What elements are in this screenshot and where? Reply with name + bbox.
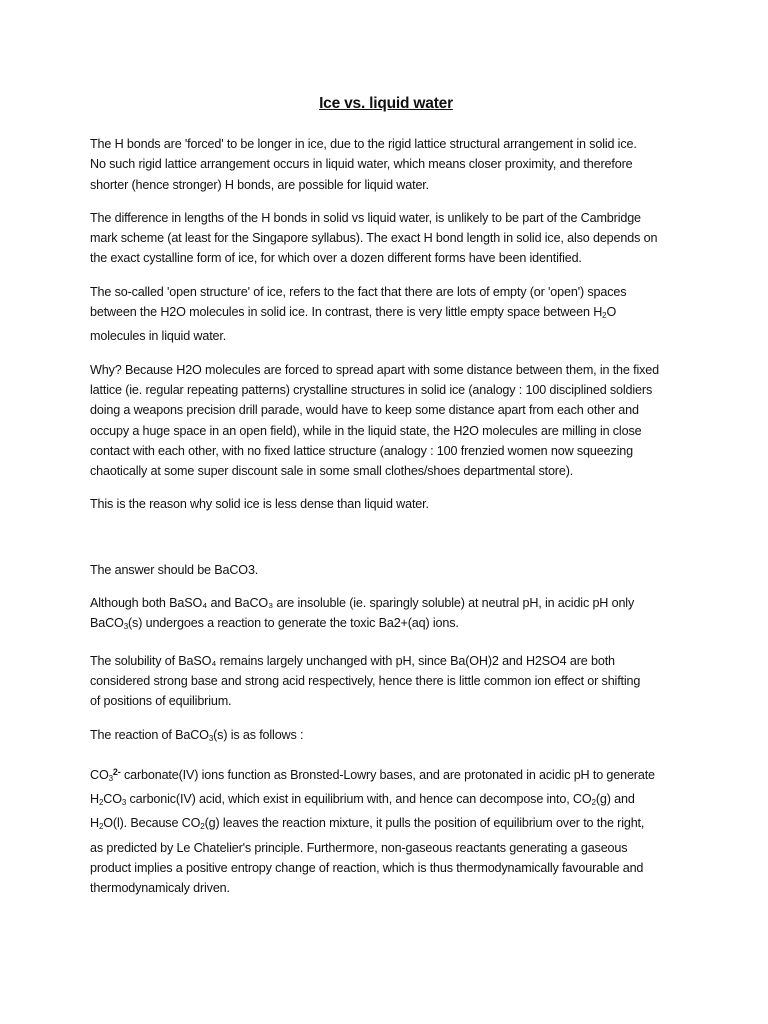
- document-body: [90, 94, 682, 912]
- text-line: contact with each other, with no fixed lattice structure (analogy : 100 frenzied women now squeezing: [90, 443, 633, 458]
- text-line: The H bonds are 'forced' to be longer in ice, due to the rigid lattice structural arrangement in solid ice.: [90, 137, 637, 151]
- text-line: chaotically at some super discount sale in some small clothes/shoes departmental store).: [90, 464, 574, 479]
- text-line: BaCO$_3$(s) undergoes a reaction to generate the toxic Ba2+(aq) ions.: [90, 616, 459, 632]
- text-line: The so-called 'open structure' of ice, refers to the fact that there are lots of empty (or 'open') spaces: [90, 284, 627, 299]
- text-line: occupy a huge space in an open field), while in the liquid state, the H2O molecules are milling in close: [90, 423, 642, 438]
- text-line: of positions of equilibrium.: [90, 694, 232, 709]
- text-line: $H_2O(l)$. Because $CO_2(g)$ leaves the reaction mixture, it pulls the position of equilibrium over to the right,: [90, 816, 645, 832]
- text-line: molecules in liquid water.: [90, 329, 227, 344]
- document-title: Ice vs. liquid water: [319, 95, 453, 112]
- paragraph-h-bonds-length: [90, 134, 682, 195]
- paragraph-insoluble: [90, 593, 682, 638]
- text-line: This is the reason why solid ice is less dense than liquid water.: [90, 497, 429, 512]
- text-line: thermodynamicaly driven.: [90, 881, 230, 896]
- text-line: The answer should be BaCO3.: [90, 562, 259, 577]
- paragraph-reaction-intro: [90, 725, 682, 749]
- text-line: shorter (hence stronger) H bonds, are possible for liquid water.: [90, 177, 430, 192]
- text-line: The reaction of BaCO$_3$(s) is as follows :: [90, 727, 304, 743]
- text-line: lattice (ie. regular repeating patterns) crystalline structures in solid ice (analogy : 100 disciplined soldiers: [90, 382, 653, 397]
- text-line: Why? Because H2O molecules are forced to spread apart with some distance between them, in the fixed: [90, 362, 659, 377]
- text-line: The difference in lengths of the H bonds in solid vs liquid water, is unlikely to be part of the Cambridge: [90, 210, 641, 225]
- text-line: mark scheme (at least for the Singapore syllabus). The exact H bond length in solid ice, also depends on: [90, 231, 658, 246]
- paragraph-open-structure: [90, 282, 682, 347]
- paragraph-solubility-baso4: [90, 651, 682, 712]
- text-line: between the H2O molecules in solid ice. In contrast, there is very little empty space between $H_2O$: [90, 305, 617, 321]
- paragraph-why-analogy: [90, 360, 682, 482]
- paragraph-mark-scheme: [90, 208, 682, 269]
- text-line: doing a weapons precision drill parade, would have to keep some distance apart from each other and: [90, 403, 639, 418]
- text-line: $CO_3^{2-}$ carbonate(IV) ions function as Bronsted-Lowry bases, and are protonated in acidic pH to generate: [90, 766, 655, 783]
- text-line: The solubility of BaSO₄ remains largely unchanged with pH, since Ba(OH)2 and H2SO4 are both: [90, 653, 615, 668]
- paragraph-answer: [90, 560, 682, 580]
- text-line: considered strong base and strong acid respectively, hence there is little common ion effect or shifting: [90, 673, 641, 688]
- paragraph-carbonate-reaction: [90, 762, 682, 899]
- text-line: $H_2CO_3$ carbonic(IV) acid, which exist in equilibrium with, and hence can decompose into, $CO_2(g)$ and: [90, 792, 635, 808]
- text-line: product implies a positive entropy change of reaction, which is thus thermodynamically favourable and: [90, 861, 644, 876]
- text-line: as predicted by Le Chatelier's principle. Furthermore, non-gaseous reactants generating a gaseous: [90, 840, 628, 855]
- text-line: Although both BaSO₄ and BaCO₃ are insoluble (ie. sparingly soluble) at neutral pH, in acidic pH only: [90, 596, 635, 611]
- paragraph-conclusion-density: [90, 494, 682, 514]
- text-line: No such rigid lattice arrangement occurs in liquid water, which means closer proximity, and therefore: [90, 157, 633, 172]
- text-line: the exact cystalline form of ice, for which over a dozen different forms have been identified.: [90, 251, 582, 266]
- section-gap: [90, 528, 682, 560]
